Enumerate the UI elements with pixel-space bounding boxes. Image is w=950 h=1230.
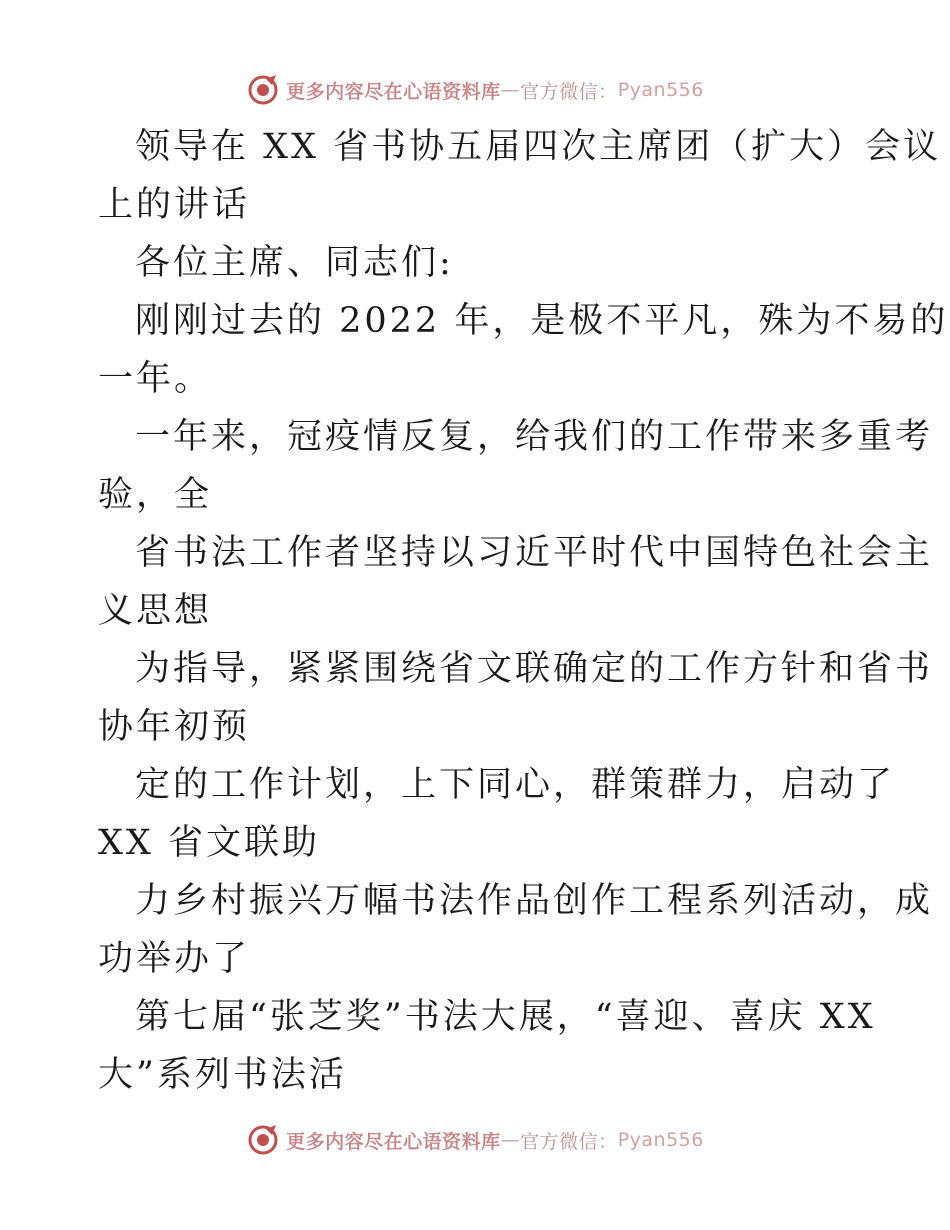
text-line: 验，全 bbox=[98, 475, 213, 515]
text-line: 力乡村振兴万幅书法作品创作工程系列活动，成 bbox=[135, 881, 934, 921]
text-line: 功举办了 bbox=[98, 939, 251, 979]
document-body bbox=[98, 118, 949, 1104]
watermark-site: 更多内容尽在心语资料库 bbox=[286, 80, 501, 103]
text-line: 定的工作计划，上下同心，群策群力，启动了 bbox=[135, 765, 896, 805]
text-line: 为指导，紧紧围绕省文联确定的工作方针和省书 bbox=[135, 649, 934, 689]
title-line-1: 领导在 XX 省书协五届四次主席团（扩大）会议 bbox=[135, 127, 942, 167]
watermark-label: 官方微信： bbox=[520, 80, 618, 103]
watermark-label: 官方微信： bbox=[520, 1130, 618, 1153]
logo-icon bbox=[246, 1123, 280, 1157]
footer-watermark bbox=[0, 1120, 950, 1160]
salutation: 各位主席、同志们: bbox=[135, 243, 454, 283]
watermark-separator: — bbox=[500, 1129, 521, 1151]
text-line: 协年初预 bbox=[98, 707, 251, 747]
text-line: 大”系列书法活 bbox=[98, 1055, 347, 1095]
watermark-account: Pyan556 bbox=[617, 1129, 704, 1151]
text-line: 第七届“张芝奖”书法大展，“喜迎、喜庆 XX bbox=[135, 997, 876, 1037]
text-line: 一年。 bbox=[98, 359, 213, 399]
text-line: 省书法工作者坚持以习近平时代中国特色社会主 bbox=[135, 533, 934, 573]
text-line: 一年来，冠疫情反复，给我们的工作带来多重考 bbox=[135, 417, 934, 457]
watermark-separator: — bbox=[500, 79, 521, 101]
text-line: 刚刚过去的 2022 年，是极不平凡，殊为不易的 bbox=[135, 301, 949, 341]
header-watermark bbox=[0, 70, 950, 110]
watermark-site: 更多内容尽在心语资料库 bbox=[286, 1130, 501, 1153]
text-line: 义思想 bbox=[98, 591, 213, 631]
logo-icon bbox=[246, 73, 280, 107]
text-line: XX 省文联助 bbox=[98, 823, 320, 863]
watermark-account: Pyan556 bbox=[617, 79, 704, 101]
title-line-2: 上的讲话 bbox=[98, 185, 251, 225]
